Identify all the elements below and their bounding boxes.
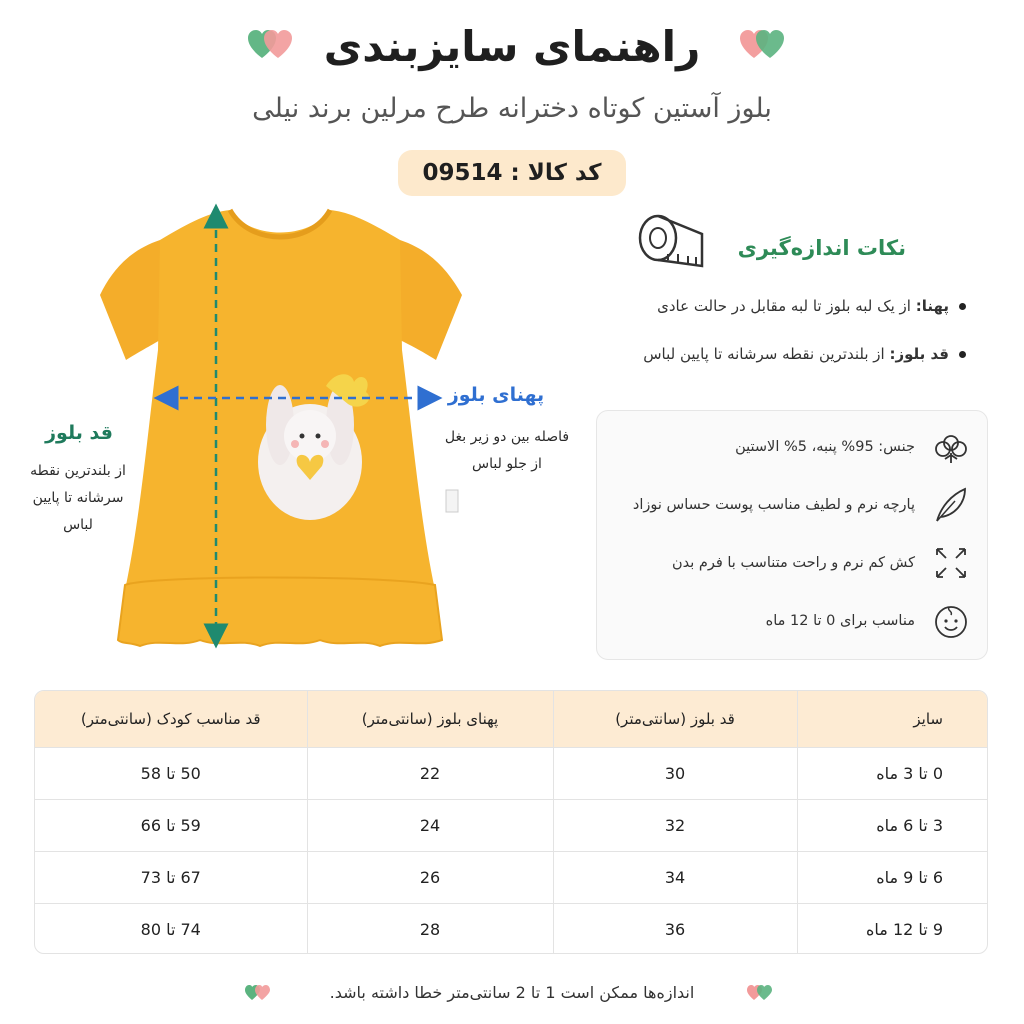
left-sleeve xyxy=(100,240,160,360)
feature-text: کش کم نرم و راحت متناسب با فرم بدن xyxy=(671,555,915,571)
tip-item xyxy=(657,297,966,315)
cell-size: 6 تا 9 ماه xyxy=(797,851,987,903)
table-row xyxy=(35,799,987,851)
cell-child-height: 59 تا 66 xyxy=(35,799,307,851)
features-card xyxy=(596,410,988,660)
width-desc-line: از جلو لباس xyxy=(472,456,542,472)
baby-face-icon xyxy=(931,601,971,641)
tip-term: پهنا: xyxy=(915,297,949,315)
product-subtitle: بلوز آستین کوتاه دخترانه طرح مرلین برند نیلی xyxy=(252,93,772,124)
feature-item xyxy=(611,485,971,525)
cell-width: 28 xyxy=(307,903,553,954)
page-title: راهنمای سایزبندی xyxy=(323,22,701,71)
cell-child-height: 74 تا 80 xyxy=(35,903,307,954)
cell-size: 3 تا 6 ماه xyxy=(797,799,987,851)
column-header-child-height: قد مناسب کودک (سانتی‌متر) xyxy=(35,691,307,747)
tip-item xyxy=(643,345,966,363)
width-desc-line: فاصله بین دو زیر بغل xyxy=(444,429,570,445)
cell-length: 30 xyxy=(553,747,797,799)
cell-size: 9 تا 12 ماه xyxy=(797,903,987,954)
length-description xyxy=(14,458,142,539)
width-label: پهنای بلوز xyxy=(447,384,545,406)
feather-icon xyxy=(931,485,971,525)
column-header-length: قد بلوز (سانتی‌متر) xyxy=(553,691,797,747)
table-header-row xyxy=(35,691,987,747)
cell-child-height: 67 تا 73 xyxy=(35,851,307,903)
measurement-tips-title: نکات اندازه‌گیری xyxy=(737,236,906,260)
table-row xyxy=(35,851,987,903)
column-header-width: پهنای بلوز (سانتی‌متر) xyxy=(307,691,553,747)
feature-item xyxy=(611,601,971,641)
size-table xyxy=(34,690,988,954)
table-row xyxy=(35,903,987,954)
width-description xyxy=(434,424,580,478)
cell-length: 34 xyxy=(553,851,797,903)
shirt-diagram xyxy=(90,200,470,660)
product-code-badge: کد کالا : 09514 xyxy=(398,150,626,196)
footnote: اندازه‌ها ممکن است 1 تا 2 سانتی‌متر خطا داشته باشد. xyxy=(329,983,695,1002)
length-label: قد بلوز xyxy=(45,422,113,444)
length-desc-line: لباس xyxy=(63,517,93,533)
cell-width: 26 xyxy=(307,851,553,903)
feature-text: مناسب برای 0 تا 12 ماه xyxy=(765,613,915,629)
column-header-size: سایز xyxy=(797,691,987,747)
feature-item xyxy=(611,427,971,467)
cotton-icon xyxy=(931,427,971,467)
cell-size: 0 تا 3 ماه xyxy=(797,747,987,799)
feature-text: پارچه نرم و لطیف مناسب پوست حساس نوزاد xyxy=(632,497,915,513)
table-row xyxy=(35,747,987,799)
feature-text: جنس: 95% پنبه، 5% الاستین xyxy=(735,439,915,455)
cell-width: 24 xyxy=(307,799,553,851)
feature-item xyxy=(611,543,971,583)
bullet-icon xyxy=(959,351,966,358)
cell-length: 32 xyxy=(553,799,797,851)
length-desc-line: سرشانه تا پایین xyxy=(32,490,124,506)
stretch-arrows-icon xyxy=(931,543,971,583)
cell-width: 22 xyxy=(307,747,553,799)
cell-length: 36 xyxy=(553,903,797,954)
tip-text: از بلندترین نقطه سرشانه تا پایین لباس xyxy=(643,345,890,363)
tip-term: قد بلوز: xyxy=(889,345,949,363)
cell-child-height: 50 تا 58 xyxy=(35,747,307,799)
measuring-tape-icon xyxy=(636,210,710,272)
length-desc-line: از بلندترین نقطه xyxy=(30,463,126,479)
tip-text: از یک لبه بلوز تا لبه مقابل در حالت عادی xyxy=(657,297,916,315)
bullet-icon xyxy=(959,303,966,310)
right-sleeve xyxy=(400,240,462,360)
